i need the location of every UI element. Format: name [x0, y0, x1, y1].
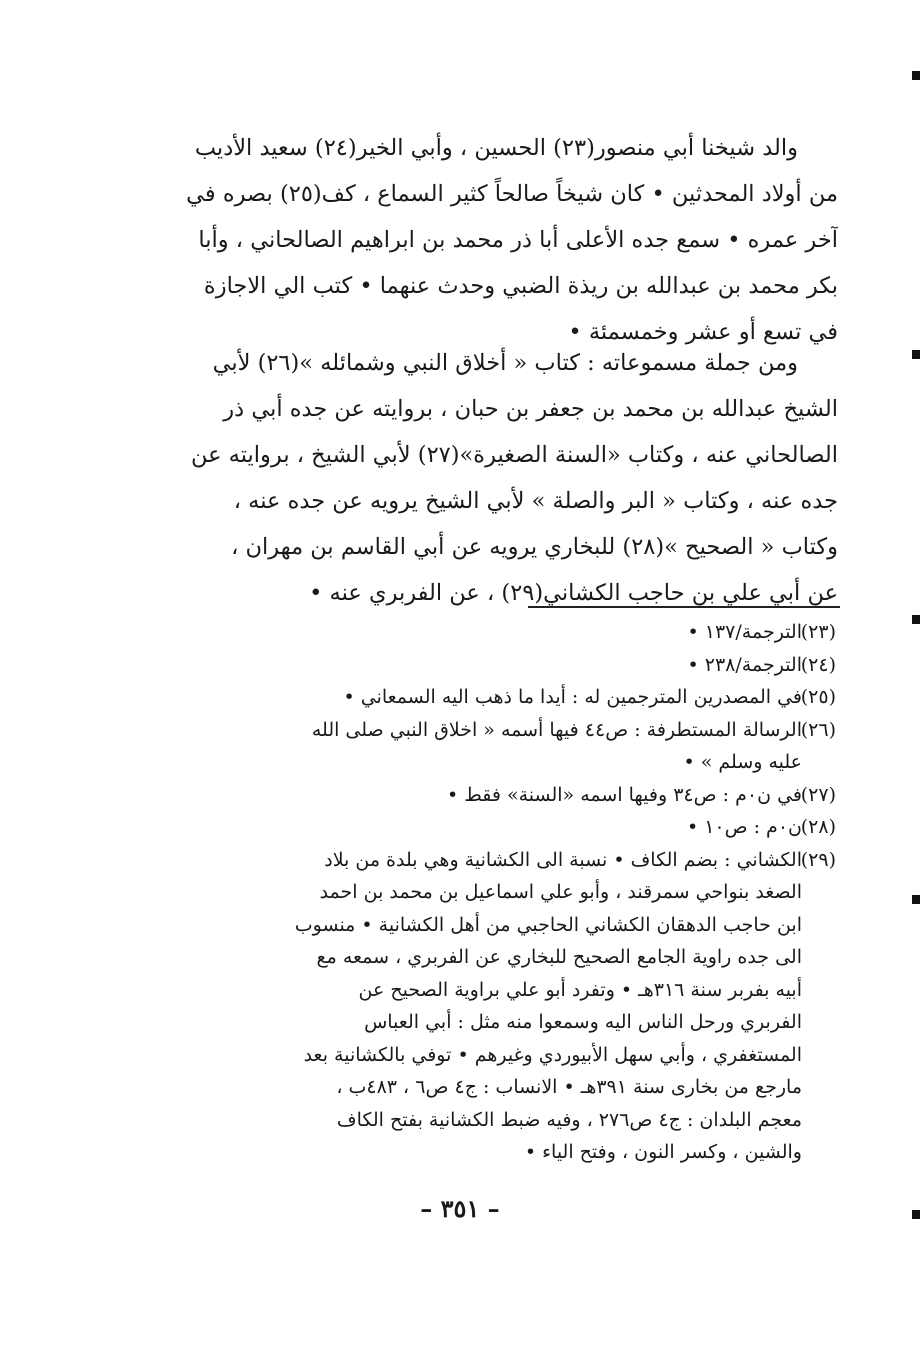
text-line: والد شيخنا أبي منصور(٢٣) الحسين ، وأبي الخير(٢٤) سعيد الأديب	[194, 135, 798, 161]
footnote-text: الرسالة المستطرفة : ص٤٤ فيها أسمه « اخلاق النبي صلى الله	[311, 718, 802, 741]
scan-edge-mark	[912, 350, 920, 359]
footnote-28	[146, 811, 836, 844]
footnote-continuation: الفربري ورحل الناس اليه وسمعوا منه مثل : أبي العباس	[364, 1011, 802, 1033]
footnote-text: ن٠م : ص١٠ •	[686, 816, 802, 838]
footnote-24	[146, 649, 836, 682]
footnote-continuation: عليه وسلم » •	[683, 751, 802, 773]
footnote-23	[146, 616, 836, 649]
page-number: – ٣٥١ –	[420, 1194, 500, 1223]
text-line: وكتاب « الصحيح »(٢٨) للبخاري يرويه عن أبي القاسم بن مهران ،	[231, 534, 838, 560]
footnote-number: (٢٧)	[800, 783, 836, 806]
text-line: بكر محمد بن عبدالله بن ريذة الضبي وحدث عنهما • كتب الي الاجازة	[203, 273, 838, 299]
scan-edge-mark	[912, 895, 920, 904]
footnote-continuation: ابن حاجب الدهقان الكشاني الحاجبي من أهل الكشانية • منسوب	[294, 913, 802, 936]
scan-edge-mark	[912, 615, 920, 624]
footnote-continuation: مارجع من بخارى سنة ٣٩١هـ • الانساب : ج٤ ص٦ ، ٤٨٣ب ،	[336, 1076, 802, 1098]
footnote-number: (٢٨)	[800, 816, 836, 838]
footnote-number: (٢٣)	[800, 621, 836, 643]
footnote-number: (٢٩)	[800, 848, 836, 871]
footnote-text: الكشاني : بضم الكاف • نسبة الى الكشانية وهي بلدة من بلاد	[324, 848, 802, 871]
footnote-separator	[528, 606, 840, 608]
scan-edge-mark	[912, 71, 920, 80]
text-line: ومن جملة مسموعاته : كتاب « أخلاق النبي وشمائله »(٢٦) لأبي	[212, 350, 798, 376]
footnote-26	[146, 714, 836, 747]
footnote-continuation: أبيه بفربر سنة ٣١٦هـ • وتفرد أبو علي براوية الصحيح عن	[358, 978, 802, 1001]
footnote-number: (٢٦)	[800, 718, 836, 741]
footnote-29	[146, 844, 836, 877]
footnote-text: في المصدرين المترجمين له : أيدا ما ذهب اليه السمعاني •	[343, 686, 802, 708]
text-line: عن أبي علي بن حاجب الكشاني(٢٩) ، عن الفربري عنه •	[309, 580, 838, 606]
text-line: الصالحاني عنه ، وكتاب «السنة الصغيرة»(٢٧) لأبي الشيخ ، بروايته عن	[190, 442, 838, 468]
footnote-number: (٢٤)	[800, 653, 836, 676]
footnote-text: الترجمة/١٣٧ •	[687, 621, 802, 643]
footnote-continuation: الصغد بنواحي سمرقند ، وأبو علي اسماعيل بن محمد بن احمد	[319, 881, 802, 903]
body-paragraph-1	[148, 125, 838, 355]
footnote-number: (٢٥)	[800, 686, 836, 708]
footnote-continuation: المستغفري ، وأبي سهل الأبيوردي وغيرهم • توفي بالكشانية بعد	[303, 1043, 802, 1066]
text-line: الشيخ عبدالله بن محمد بن جعفر بن حبان ، بروايته عن جده أبي ذر	[223, 396, 838, 422]
footnote-25	[146, 681, 836, 714]
text-line: جده عنه ، وكتاب « البر والصلة » لأبي الشيخ يرويه عن جده عنه ،	[233, 488, 838, 514]
footnote-continuation: الى جده راوية الجامع الصحيح للبخاري عن الفربري ، سمعه مع	[316, 946, 802, 968]
footnote-text: الترجمة/٢٣٨ •	[687, 653, 802, 676]
text-line: من أولاد المحدثين • كان شيخاً صالحاً كثير السماع ، كف(٢٥) بصره في	[186, 181, 838, 207]
body-paragraph-2	[148, 340, 838, 616]
footnote-text: في ن٠م : ص٣٤ وفيها اسمه «السنة» فقط •	[446, 783, 802, 806]
footnote-continuation: والشين ، وكسر النون ، وفتح الياء •	[524, 1141, 802, 1163]
footnotes	[146, 616, 836, 1169]
text-line: في تسع أو عشر وخمسمئة •	[568, 319, 838, 345]
footnote-27	[146, 779, 836, 812]
scan-edge-mark	[912, 1210, 920, 1219]
text-line: آخر عمره • سمع جده الأعلى أبا ذر محمد بن ابراهيم الصالحاني ، وأبا	[198, 227, 838, 253]
footnote-continuation: معجم البلدان : ج٤ ص٢٧٦ ، وفيه ضبط الكشانية بفتح الكاف	[336, 1108, 802, 1131]
